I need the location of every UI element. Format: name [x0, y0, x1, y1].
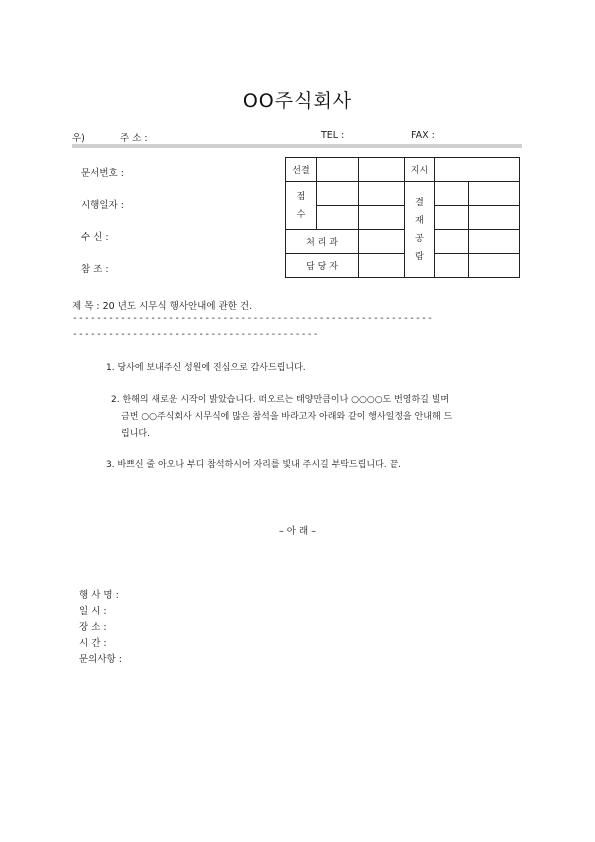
date-label: 시행일자 : — [81, 200, 124, 211]
approval-cell — [359, 182, 405, 206]
fax-label: FAX : — [411, 130, 435, 141]
person-in-charge-cell: 담 당 자 — [286, 254, 359, 278]
dash-separator: ------------------------------------------------------------ — [72, 313, 434, 324]
gyeoljae-gongram-cell: 결 재 공 람 — [405, 182, 435, 278]
paragraph-1: 1. 당사에 보내주신 성원에 진심으로 감사드립니다. — [106, 363, 306, 373]
approval-cell — [359, 254, 405, 278]
approval-cell — [469, 254, 520, 278]
event-time-label: 시 간 : — [79, 638, 107, 649]
approval-table — [285, 157, 520, 278]
event-name-label: 행 사 명 : — [79, 590, 119, 601]
subject-line: 제 목 : 20 년도 시무식 행사안내에 관한 건. — [72, 301, 253, 312]
approval-cell — [435, 182, 469, 206]
paragraph-2: 2. 한해의 새로운 시작이 밝았습니다. 떠오르는 태양만큼이나 ○○○○도 번영하길 빌며 금번 ○○주식회사 시무식에 많은 참석을 바라고자 아래와 같이 행사일정을 안내해 드 립니다. — [111, 395, 453, 439]
approval-cell — [435, 206, 469, 230]
approval-cell — [359, 158, 405, 182]
approval-cell — [317, 206, 359, 230]
inquiry-label: 문의사항 : — [79, 654, 122, 665]
approval-cell — [469, 182, 520, 206]
dash-separator: ----------------------------------------- — [72, 329, 319, 340]
event-date-label: 일 시 : — [79, 606, 107, 617]
jeomsu-cell: 점 수 — [286, 182, 317, 230]
reference-label: 참 조 : — [81, 264, 109, 275]
approval-cell — [435, 230, 469, 254]
recipient-label: 수 신 : — [81, 232, 109, 243]
tel-label: TEL : — [321, 130, 345, 141]
address-label: 주 소 : — [120, 133, 148, 144]
approval-cell — [469, 230, 520, 254]
approval-cell — [435, 158, 520, 182]
approval-cell — [317, 182, 359, 206]
approval-cell — [435, 254, 469, 278]
company-title: OO주식회사 — [242, 90, 353, 112]
below-heading: – 아 래 – — [279, 526, 316, 537]
event-place-label: 장 소 : — [79, 622, 107, 633]
postal-label: 우) — [72, 133, 85, 144]
header-divider — [72, 144, 522, 148]
approval-cell — [359, 206, 405, 230]
approval-cell — [359, 230, 405, 254]
approval-cell — [317, 158, 359, 182]
doc-number-label: 문서번호 : — [81, 168, 124, 179]
jisi-cell: 지시 — [405, 158, 435, 182]
paragraph-3: 3. 바쁘신 줄 아오나 부디 참석하시어 자리를 빛내 주시길 부탁드립니다. 끝. — [106, 460, 402, 470]
processing-dept-cell: 처 리 과 — [286, 230, 359, 254]
seongyeol-cell: 선결 — [286, 158, 317, 182]
approval-cell — [469, 206, 520, 230]
